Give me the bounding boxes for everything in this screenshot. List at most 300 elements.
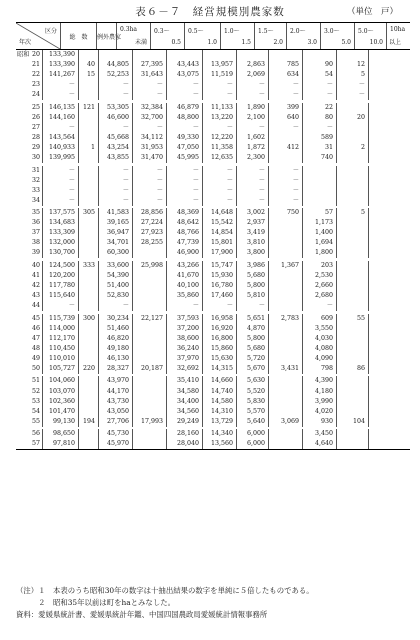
table-cell: 1,173: [302, 218, 336, 228]
table-cell: 43,050: [98, 407, 132, 417]
year-cell: 38: [31, 239, 40, 247]
header-col: [116, 23, 150, 49]
table-cell: [78, 113, 98, 123]
header-col-top: 0.3～: [154, 28, 170, 35]
table-cell: [236, 50, 268, 60]
table-cell: 124,500: [42, 261, 78, 271]
year-cell: 57: [31, 440, 40, 448]
table-cell: [368, 376, 386, 386]
header-col: [150, 23, 184, 49]
table-cell: －: [98, 186, 132, 196]
table-cell: 28,327: [98, 364, 132, 374]
table-cell: 115,739: [42, 314, 78, 324]
era-cell: [16, 364, 28, 374]
table-cell: 14,660: [202, 376, 236, 386]
table-cell: 14,310: [202, 407, 236, 417]
table-cell: 22,127: [132, 314, 166, 324]
table-cell: [368, 208, 386, 218]
year-cell: 54: [31, 407, 40, 415]
table-cell: [336, 261, 368, 271]
table-cell: 5: [336, 208, 368, 218]
year-cell: 41: [31, 271, 40, 279]
era-cell: [16, 387, 28, 397]
table-cell: －: [132, 186, 166, 196]
era-cell: [16, 103, 28, 113]
table-cell: －: [236, 166, 268, 176]
table-cell: －: [202, 123, 236, 133]
table-cell: 5,570: [236, 407, 268, 417]
year-cell: 32: [31, 176, 40, 184]
table-cell: 17,900: [202, 248, 236, 258]
table-cell: －: [236, 80, 268, 90]
table-cell: [336, 334, 368, 344]
table-cell: －: [166, 176, 202, 186]
era-cell: [16, 166, 28, 176]
table-cell: 5,630: [236, 376, 268, 386]
table-cell: [336, 301, 368, 311]
year-cell: 50: [31, 364, 40, 372]
table-row: [16, 143, 410, 153]
table-cell: [268, 133, 302, 143]
table-cell: [336, 271, 368, 281]
table-row: [16, 70, 410, 80]
table-cell: 104,060: [42, 376, 78, 386]
era-cell: [16, 90, 28, 100]
table-cell: 203: [302, 261, 336, 271]
year-cell: 21: [31, 61, 40, 69]
table-cell: 634: [268, 70, 302, 80]
table-cell: 2,863: [236, 60, 268, 70]
table-cell: [368, 397, 386, 407]
table-cell: 43,970: [98, 376, 132, 386]
table-cell: 43,855: [98, 153, 132, 163]
table-cell: －: [268, 80, 302, 90]
table-row: [16, 301, 410, 311]
table-cell: 17,993: [132, 417, 166, 427]
table-cell: [78, 281, 98, 291]
table-cell: 112,170: [42, 334, 78, 344]
table-cell: 27,395: [132, 60, 166, 70]
table-cell: －: [166, 196, 202, 206]
table-cell: －: [202, 80, 236, 90]
table-cell: [78, 324, 98, 334]
table-cell: [336, 218, 368, 228]
table-row: [16, 324, 410, 334]
year-cell: 42: [31, 282, 40, 290]
table-cell: 13,957: [202, 60, 236, 70]
table-cell: 27,706: [98, 417, 132, 427]
table-cell: 37,970: [166, 354, 202, 364]
table-cell: [336, 228, 368, 238]
table-cell: 121: [78, 103, 98, 113]
table-cell: －: [98, 166, 132, 176]
table-cell: [268, 376, 302, 386]
table-cell: [336, 153, 368, 163]
table-cell: 105,727: [42, 364, 78, 374]
year-cell: 35: [31, 209, 40, 217]
table-cell: 2,100: [236, 113, 268, 123]
table-row: [16, 113, 410, 123]
table-cell: 54: [302, 70, 336, 80]
table-cell: 34,560: [166, 407, 202, 417]
table-cell: [268, 387, 302, 397]
table-cell: 2,937: [236, 218, 268, 228]
table-row: [16, 407, 410, 417]
year-cell: 34: [31, 196, 40, 204]
table-cell: [368, 291, 386, 301]
table-cell: 14,740: [202, 387, 236, 397]
table-cell: [78, 291, 98, 301]
table-row: [16, 334, 410, 344]
table-cell: 133,390: [42, 60, 78, 70]
table-cell: [78, 166, 98, 176]
table-cell: 103,070: [42, 387, 78, 397]
table-row: [16, 344, 410, 354]
table-cell: 48,369: [166, 208, 202, 218]
table-cell: 399: [268, 103, 302, 113]
table-cell: 2,069: [236, 70, 268, 80]
table-cell: 31: [302, 143, 336, 153]
era-cell: [16, 123, 28, 133]
table-cell: －: [98, 80, 132, 90]
table-cell: [368, 417, 386, 427]
table-cell: 97,810: [42, 439, 78, 449]
table-cell: [336, 324, 368, 334]
year-cell: 30: [31, 153, 40, 161]
table-cell: －: [132, 80, 166, 90]
era-cell: [16, 281, 28, 291]
table-cell: 3,450: [302, 429, 336, 439]
table-cell: [268, 153, 302, 163]
corner-top-label: 区分: [44, 28, 57, 35]
table-cell: [368, 70, 386, 80]
table-cell: 14,315: [202, 364, 236, 374]
table-cell: [368, 334, 386, 344]
table-cell: [78, 407, 98, 417]
table-cell: [368, 324, 386, 334]
era-cell: [16, 407, 28, 417]
table-cell: [368, 387, 386, 397]
table-cell: 43,075: [166, 70, 202, 80]
table-row: [16, 429, 410, 439]
table-cell: －: [202, 196, 236, 206]
table-cell: [268, 248, 302, 258]
table-cell: －: [268, 196, 302, 206]
table-cell: 35,410: [166, 376, 202, 386]
table-cell: [368, 364, 386, 374]
table-cell: [336, 397, 368, 407]
era-cell: [16, 439, 28, 449]
table-cell: [368, 439, 386, 449]
source-line: 資料：愛媛県統計書、愛媛県統計年鑑、中国四国農政局愛媛統計情報事務所: [16, 610, 268, 619]
table-cell: 33,600: [98, 261, 132, 271]
table-cell: [78, 334, 98, 344]
era-cell: 昭和: [17, 51, 30, 58]
table-cell: [336, 176, 368, 186]
table-cell: [368, 218, 386, 228]
table-cell: 134,683: [42, 218, 78, 228]
unit-label: （単位 戸）: [346, 7, 398, 17]
table-cell: [268, 429, 302, 439]
note-line: ２ 昭和35年以前は町をhaとみなした。: [16, 598, 175, 607]
table-cell: －: [202, 166, 236, 176]
table-row: [16, 60, 410, 70]
table-cell: 48,800: [166, 113, 202, 123]
table-cell: 140,933: [42, 143, 78, 153]
table-cell: 39,165: [98, 218, 132, 228]
header-col-bottom: 未満: [134, 39, 147, 46]
table-cell: 27,923: [132, 228, 166, 238]
table-cell: 25,998: [132, 261, 166, 271]
table-cell: 640: [268, 113, 302, 123]
header-col-top: 3.0～: [324, 28, 340, 35]
table-cell: 5,830: [236, 397, 268, 407]
table-cell: 101,470: [42, 407, 78, 417]
table-cell: 14,340: [202, 429, 236, 439]
table-cell: 44,170: [98, 387, 132, 397]
table-cell: [268, 301, 302, 311]
table-cell: [368, 228, 386, 238]
table-cell: 110,450: [42, 344, 78, 354]
era-cell: [16, 376, 28, 386]
table-cell: 114,000: [42, 324, 78, 334]
era-cell: [16, 60, 28, 70]
table-cell: 2,680: [302, 291, 336, 301]
table-cell: [78, 123, 98, 133]
table-cell: －: [42, 90, 78, 100]
farm-table: [16, 22, 410, 450]
table-cell: 46,820: [98, 334, 132, 344]
table-cell: [336, 103, 368, 113]
header-col-bottom: 2.0: [273, 39, 283, 46]
table-cell: 3,431: [268, 364, 302, 374]
era-cell: [16, 314, 28, 324]
table-cell: －: [336, 80, 368, 90]
table-cell: 16,958: [202, 314, 236, 324]
table-cell: 32,384: [132, 103, 166, 113]
table-cell: [268, 354, 302, 364]
table-cell: [202, 50, 236, 60]
year-cell: 53: [31, 397, 40, 405]
table-cell: －: [202, 90, 236, 100]
table-cell: [368, 314, 386, 324]
year-cell: 46: [31, 324, 40, 332]
table-cell: [78, 354, 98, 364]
table-cell: 1,400: [302, 228, 336, 238]
table-cell: 16,800: [202, 334, 236, 344]
header-col: [220, 23, 254, 49]
table-cell: 115,640: [42, 291, 78, 301]
table-cell: 20,187: [132, 364, 166, 374]
table-cell: 11,133: [202, 103, 236, 113]
table-cell: [78, 90, 98, 100]
header-col-top: 2.0～: [290, 28, 306, 35]
table-header: [16, 23, 410, 50]
table-cell: 28,856: [132, 208, 166, 218]
table-cell: 41,583: [98, 208, 132, 218]
table-cell: 102,360: [42, 397, 78, 407]
table-cell: 15,860: [202, 344, 236, 354]
table-cell: [132, 439, 166, 449]
year-cell: 26: [31, 113, 40, 121]
era-cell: [16, 354, 28, 364]
table-cell: [336, 407, 368, 417]
table-cell: [166, 50, 202, 60]
table-cell: 49,180: [98, 344, 132, 354]
table-cell: 1,694: [302, 238, 336, 248]
era-cell: [16, 153, 28, 163]
table-cell: 17,460: [202, 291, 236, 301]
table-cell: [78, 238, 98, 248]
table-cell: 133,390: [42, 50, 78, 60]
table-cell: 14,580: [202, 397, 236, 407]
table-cell: [268, 218, 302, 228]
table-cell: 34,580: [166, 387, 202, 397]
table-cell: [132, 429, 166, 439]
table-cell: 13,729: [202, 417, 236, 427]
table-cell: [78, 376, 98, 386]
table-cell: －: [236, 176, 268, 186]
table-cell: －: [132, 123, 166, 133]
table-cell: 798: [302, 364, 336, 374]
table-body: [16, 50, 410, 449]
era-cell: [16, 324, 28, 334]
table-cell: [368, 196, 386, 206]
table-cell: [336, 123, 368, 133]
table-cell: 43,730: [98, 397, 132, 407]
table-cell: 139,995: [42, 153, 78, 163]
table-row: [16, 291, 410, 301]
table-cell: [78, 186, 98, 196]
table-cell: [78, 387, 98, 397]
table-cell: 36,947: [98, 228, 132, 238]
table-cell: [78, 80, 98, 90]
table-row: [16, 314, 410, 324]
table-cell: 16,920: [202, 324, 236, 334]
table-cell: －: [98, 90, 132, 100]
table-cell: 143,564: [42, 133, 78, 143]
table-cell: 40: [78, 60, 98, 70]
table-cell: 54,390: [98, 271, 132, 281]
era-cell: [16, 176, 28, 186]
header-col: [386, 23, 404, 49]
table-cell: [302, 176, 336, 186]
era-cell: [16, 261, 28, 271]
table-cell: －: [42, 176, 78, 186]
table-cell: 12,220: [202, 133, 236, 143]
table-cell: 28,040: [166, 439, 202, 449]
table-cell: [268, 439, 302, 449]
table-cell: 1,872: [236, 143, 268, 153]
table-cell: 48,642: [166, 218, 202, 228]
table-cell: [132, 248, 166, 258]
table-cell: [302, 166, 336, 176]
table-cell: [78, 50, 98, 60]
era-cell: [16, 186, 28, 196]
table-cell: [78, 153, 98, 163]
table-cell: 31,953: [132, 143, 166, 153]
table-cell: [368, 271, 386, 281]
table-cell: 14,854: [202, 228, 236, 238]
table-cell: 4,020: [302, 407, 336, 417]
table-cell: 6,000: [236, 429, 268, 439]
table-cell: 5,651: [236, 314, 268, 324]
table-cell: 2: [336, 143, 368, 153]
header-col: [320, 23, 354, 49]
era-cell: [16, 143, 28, 153]
table-cell: 4,870: [236, 324, 268, 334]
table-cell: －: [42, 166, 78, 176]
era-cell: [16, 238, 28, 248]
year-cell: 29: [31, 143, 40, 151]
table-cell: －: [132, 166, 166, 176]
table-cell: 3,800: [236, 248, 268, 258]
table-cell: 333: [78, 261, 98, 271]
table-row: [16, 354, 410, 364]
year-cell: 43: [31, 292, 40, 300]
table-cell: 412: [268, 143, 302, 153]
table-cell: [268, 407, 302, 417]
table-cell: 15,542: [202, 218, 236, 228]
table-cell: 4,030: [302, 334, 336, 344]
table-cell: 27,224: [132, 218, 166, 228]
table-row: [16, 133, 410, 143]
table-cell: [132, 344, 166, 354]
table-cell: 44,805: [98, 60, 132, 70]
table-cell: [336, 281, 368, 291]
table-cell: 4,180: [302, 387, 336, 397]
table-cell: －: [42, 196, 78, 206]
table-cell: 146,135: [42, 103, 78, 113]
header-col-top: 0.5～: [188, 28, 204, 35]
era-cell: [16, 133, 28, 143]
table-row: [16, 248, 410, 258]
table-cell: －: [302, 80, 336, 90]
table-cell: 4,390: [302, 376, 336, 386]
table-row: [16, 218, 410, 228]
table-cell: 750: [268, 208, 302, 218]
year-cell: 37: [31, 229, 40, 237]
table-cell: 3,990: [302, 397, 336, 407]
header-col-bottom: 1.0: [207, 39, 217, 46]
table-cell: 34,400: [166, 397, 202, 407]
table-cell: [78, 397, 98, 407]
table-cell: [132, 301, 166, 311]
year-cell: 52: [31, 387, 40, 395]
table-cell: －: [268, 176, 302, 186]
header-col-label: 例外農家: [97, 34, 122, 41]
header-col-top: 1.0～: [224, 28, 240, 35]
table-cell: －: [236, 123, 268, 133]
table-cell: －: [42, 186, 78, 196]
header-col-bottom: 5.0: [341, 39, 351, 46]
table-row: [16, 176, 410, 186]
era-cell: [16, 248, 28, 258]
table-cell: 3,550: [302, 324, 336, 334]
table-cell: [368, 186, 386, 196]
table-cell: [78, 271, 98, 281]
table-cell: 31,643: [132, 70, 166, 80]
table-cell: －: [98, 196, 132, 206]
table-cell: 47,050: [166, 143, 202, 153]
table-cell: 132,000: [42, 238, 78, 248]
table-cell: 49,330: [166, 133, 202, 143]
header-col-bottom: 1.5: [241, 39, 251, 46]
table-cell: [368, 143, 386, 153]
table-cell: －: [268, 90, 302, 100]
table-cell: －: [336, 90, 368, 100]
table-cell: 2,530: [302, 271, 336, 281]
